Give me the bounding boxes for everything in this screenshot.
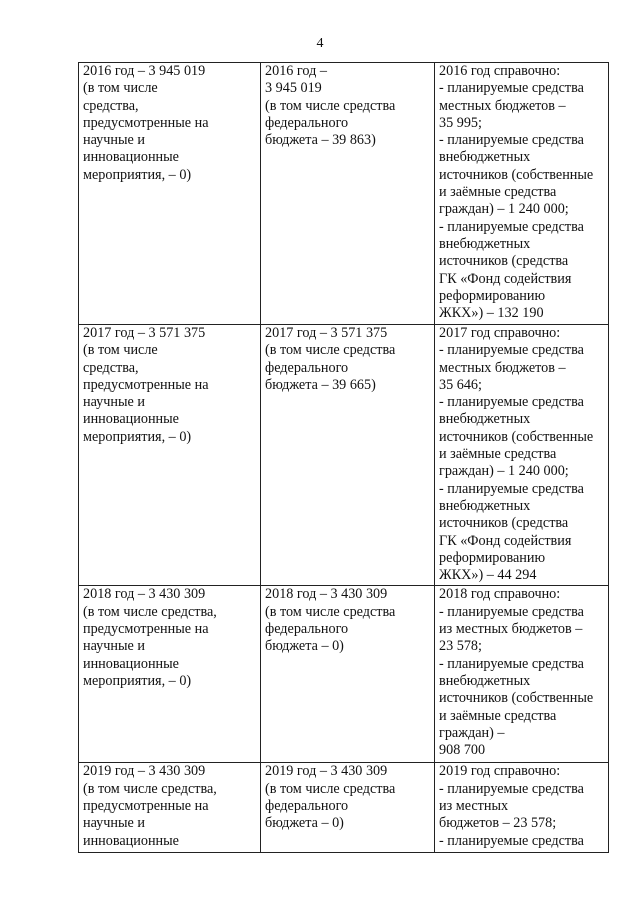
cell-text-line: 3 945 019 <box>265 80 322 97</box>
cell-text-line: мероприятия, – 0) <box>83 428 192 445</box>
cell-text-line: инновационные <box>83 655 179 672</box>
table-row <box>79 63 609 325</box>
cell-text-line: реформированию <box>439 549 546 566</box>
cell-text-line: предусмотренные на <box>83 114 209 131</box>
reference-funding-cell <box>435 325 609 586</box>
cell-text-line: - планируемые средства <box>439 132 584 149</box>
cell-text-line: 2017 год справочно: <box>439 325 561 341</box>
reference-funding-cell <box>435 763 609 853</box>
cell-text-line: научные и <box>83 132 145 149</box>
cell-text-line: 35 995; <box>439 114 482 131</box>
cell-text-line: граждан) – 1 240 000; <box>439 463 569 480</box>
cell-text-line: средства, <box>83 359 139 376</box>
cell-text-line: - планируемые средства <box>439 655 584 672</box>
cell-text-line: (в том числе средства <box>265 342 396 359</box>
cell-text-line: средства, <box>83 97 139 114</box>
cell-text-line: предусмотренные на <box>83 376 209 393</box>
cell-text-line: ГК «Фонд содействия <box>439 270 572 287</box>
cell-text-line: (в том числе <box>83 342 158 359</box>
cell-text-line: источников (собственные <box>439 166 594 183</box>
cell-text-line: 908 700 <box>439 742 486 759</box>
cell-text-line: и заёмные средства <box>439 184 557 201</box>
cell-text-line: - планируемые средства <box>439 218 584 235</box>
cell-text-line: федерального <box>265 359 349 376</box>
cell-text-line: - планируемые средства <box>439 394 584 411</box>
cell-text-line: - планируемые средства <box>439 342 584 359</box>
cell-text-line: предусмотренные на <box>83 621 209 638</box>
cell-text-line: инновационные <box>83 832 179 849</box>
cell-text-line: 2018 год – 3 430 309 <box>83 586 206 603</box>
cell-text-line: (в том числе средства, <box>83 603 217 620</box>
cell-text-line: внебюджетных <box>439 149 531 166</box>
cell-text-line: 2018 год – 3 430 309 <box>265 586 388 603</box>
cell-text-line: - планируемые средства <box>439 80 584 97</box>
federal-funding-cell <box>261 325 435 586</box>
page-number: 4 <box>316 36 324 51</box>
table-row <box>79 586 609 763</box>
cell-text-line: научные и <box>83 638 145 655</box>
cell-text-line: внебюджетных <box>439 497 531 514</box>
cell-text-line: 2017 год – 3 571 375 <box>265 325 388 341</box>
cell-text-line: внебюджетных <box>439 411 531 428</box>
cell-text-line: 2019 год – 3 430 309 <box>83 763 206 780</box>
cell-text-line: федерального <box>265 798 349 815</box>
cell-text-line: научные и <box>83 815 145 832</box>
cell-text-line: источников (средства <box>439 515 569 532</box>
cell-text-line: мероприятия, – 0) <box>83 672 192 689</box>
cell-text-line: 2018 год справочно: <box>439 586 561 603</box>
reference-funding-cell <box>435 63 609 325</box>
cell-text-line: бюджета – 39 863) <box>265 132 376 149</box>
cell-text-line: внебюджетных <box>439 235 531 252</box>
cell-text-line: источников (средства <box>439 253 569 270</box>
cell-text-line: из местных бюджетов – <box>439 621 583 638</box>
cell-text-line: источников (собственные <box>439 690 594 707</box>
federal-funding-cell <box>261 63 435 325</box>
cell-text-line: мероприятия, – 0) <box>83 166 192 183</box>
cell-text-line: бюджета – 0) <box>265 638 344 655</box>
cell-text-line: и заёмные средства <box>439 707 557 724</box>
federal-funding-cell <box>261 763 435 853</box>
cell-text-line: бюджета – 0) <box>265 815 344 832</box>
cell-text-line: научные и <box>83 394 145 411</box>
cell-text-line: федерального <box>265 621 349 638</box>
funding-table <box>78 62 609 853</box>
cell-text-line: 35 646; <box>439 376 482 393</box>
cell-text-line: 2016 год – 3 945 019 <box>83 63 206 79</box>
cell-text-line: граждан) – <box>439 724 505 741</box>
cell-text-line: 2017 год – 3 571 375 <box>83 325 206 341</box>
cell-text-line: (в том числе средства, <box>83 780 217 797</box>
cell-text-line: бюджетов – 23 578; <box>439 815 557 832</box>
reference-funding-cell <box>435 586 609 763</box>
cell-text-line: местных бюджетов – <box>439 97 566 114</box>
cell-text-line: предусмотренные на <box>83 798 209 815</box>
total-funding-cell <box>79 763 261 853</box>
federal-funding-cell <box>261 586 435 763</box>
cell-text-line: (в том числе средства <box>265 603 396 620</box>
cell-text-line: внебюджетных <box>439 672 531 689</box>
cell-text-line: ЖКХ») – 44 294 <box>439 567 537 584</box>
cell-text-line: реформированию <box>439 287 546 304</box>
cell-text-line: 2016 год – <box>265 63 327 79</box>
cell-text-line: инновационные <box>83 411 179 428</box>
cell-text-line: ГК «Фонд содействия <box>439 532 572 549</box>
cell-text-line: 2019 год – 3 430 309 <box>265 763 388 780</box>
cell-text-line: источников (собственные <box>439 428 594 445</box>
cell-text-line: граждан) – 1 240 000; <box>439 201 569 218</box>
cell-text-line: 2019 год справочно: <box>439 763 561 780</box>
table-row <box>79 763 609 853</box>
total-funding-cell <box>79 586 261 763</box>
cell-text-line: - планируемые средства <box>439 603 584 620</box>
cell-text-line: (в том числе <box>83 80 158 97</box>
cell-text-line: - планируемые средства <box>439 480 584 497</box>
cell-text-line: - планируемые средства <box>439 832 584 849</box>
cell-text-line: местных бюджетов – <box>439 359 566 376</box>
cell-text-line: из местных <box>439 798 509 815</box>
cell-text-line: (в том числе средства <box>265 780 396 797</box>
table-row <box>79 325 609 586</box>
cell-text-line: федерального <box>265 114 349 131</box>
cell-text-line: ЖКХ») – 132 190 <box>439 305 544 322</box>
total-funding-cell <box>79 325 261 586</box>
total-funding-cell <box>79 63 261 325</box>
cell-text-line: - планируемые средства <box>439 780 584 797</box>
cell-text-line: 2016 год справочно: <box>439 63 561 79</box>
cell-text-line: и заёмные средства <box>439 446 557 463</box>
cell-text-line: (в том числе средства <box>265 97 396 114</box>
cell-text-line: 23 578; <box>439 638 482 655</box>
cell-text-line: инновационные <box>83 149 179 166</box>
cell-text-line: бюджета – 39 665) <box>265 376 376 393</box>
